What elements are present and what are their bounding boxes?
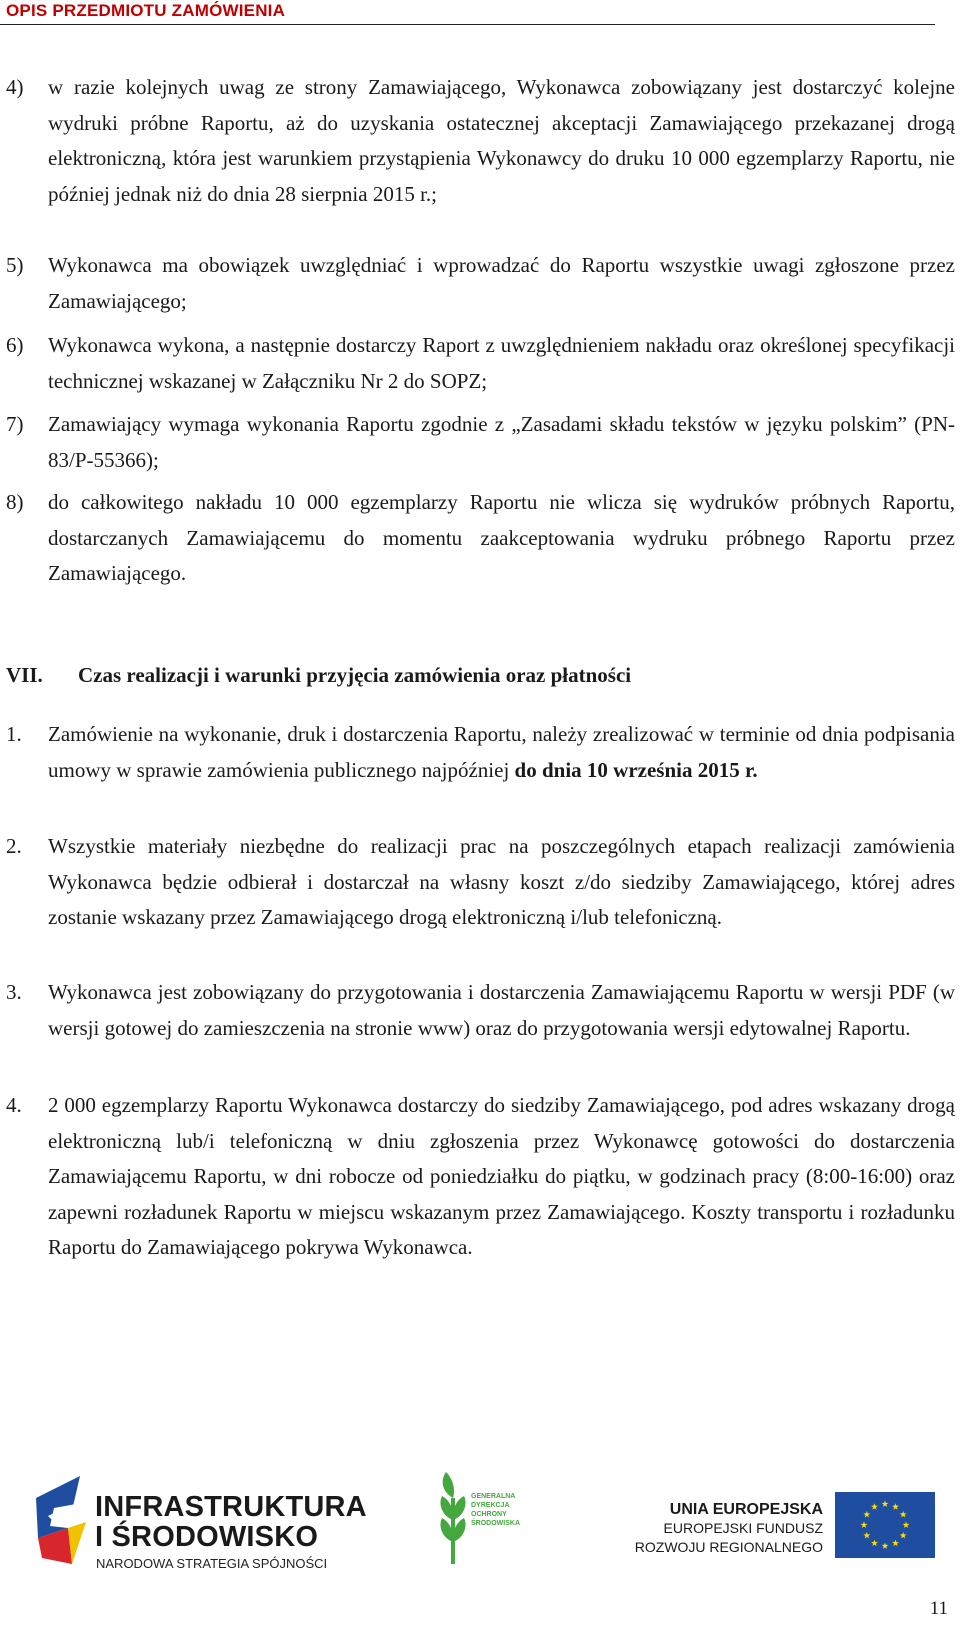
header-title: OPIS PRZEDMIOTU ZAMÓWIENIA — [6, 1, 286, 20]
page-number: 11 — [929, 1598, 948, 1619]
point-number: 4. — [6, 1093, 22, 1117]
running-header — [0, 0, 935, 25]
point-text-bold: do dnia 10 września 2015 r. — [514, 757, 758, 782]
point-text: Wykonawca jest zobowiązany do przygotowania i dostarczenia Zamawiającemu Raportu w wersji PDF (w wersji gotowej do zamieszczenia na stronie www) oraz do przygotowania wersji edytowalnej Raportu. — [48, 980, 955, 1040]
gdos-logo-text: GENERALNA DYREKCJA OCHRONY ŚRODOWISKA — [471, 1493, 520, 1527]
list-item-text: Zamawiający wymaga wykonania Raportu zgodnie z „Zasadami składu tekstów w języku polskim” (PN-83/P-55366); — [48, 412, 955, 472]
list-item-number: 6) — [6, 333, 24, 357]
list-item-text: w razie kolejnych uwag ze strony Zamawiającego, Wykonawca zobowiązany jest dostarczyć kolejne wydruki próbne Raportu, aż do uzyskania ostatecznej akceptacji Zamawiającego przekazanej drogą elektroniczną, która jest warunkiem przystąpienia Wykonawcy do druku 10 000 egzemplarzy Raportu, nie później jednak niż do dnia 28 sierpnia 2015 r.; — [48, 75, 955, 206]
eu-line2: EUROPEJSKI FUNDUSZ — [663, 1520, 823, 1536]
infrastruktura-logo-subtitle: NARODOWA STRATEGIA SPÓJNOŚCI — [96, 1556, 328, 1571]
list-item-text: Wykonawca wykona, a następnie dostarczy Raport z uwzględnieniem nakładu oraz określonej specyfikacji technicznej wskazanej w Załączniku Nr 2 do SOPZ; — [48, 333, 955, 393]
point-number: 3. — [6, 980, 22, 1004]
eu-flag-icon — [835, 1492, 935, 1558]
point-number: 1. — [6, 722, 22, 746]
point-text: 2 000 egzemplarzy Raportu Wykonawca dostarczy do siedziby Zamawiającego, pod adres wskazany drogą elektroniczną lub/i telefoniczną w dniu zgłoszenia przez Wykonawcę gotowości do dostarczenia Zamawiającemu Raportu, w dni robocze od poniedziałku do piątku, w godzinach pracy (8:00-16:00) oraz zapewni rozładunek Raportu w miejscu wskazanym przez Zamawiającego. Koszty transportu i rozładunku Raportu do Zamawiającego pokrywa Wykonawca. — [48, 1093, 955, 1259]
gdos-leaf-icon — [436, 1468, 470, 1568]
point-number: 2. — [6, 834, 22, 858]
point-text — [48, 717, 955, 788]
point-text-regular: Zamówienie na wykonanie, druk i dostarczenia Raportu, należy zrealizować w terminie od dnia podpisania umowy w sprawie zamówienia publicznego najpóźniej — [48, 722, 955, 782]
list-item-number: 7) — [6, 412, 24, 436]
list-item-number: 8) — [6, 490, 24, 514]
infrastruktura-logo-line2: I ŚRODOWISKO — [95, 1521, 319, 1553]
list-item-number: 4) — [6, 75, 24, 99]
section-heading — [6, 663, 631, 688]
list-item-text: Wykonawca ma obowiązek uwzględniać i wprowadzać do Raportu wszystkie uwagi zgłoszone przez Zamawiającego; — [48, 253, 955, 313]
list-item-text: do całkowitego nakładu 10 000 egzemplarzy Raportu nie wlicza się wydruków próbnych Raportu, dostarczanych Zamawiającemu do momentu zaakceptowania wydruku próbnego Raportu przez Zamawiającego. — [48, 490, 955, 585]
infrastruktura-logo-line1: INFRASTRUKTURA — [95, 1491, 367, 1523]
point-text: Wszystkie materiały niezbędne do realizacji prac na poszczególnych etapach realizacji zamówienia Wykonawca będzie odbierał i dostarczał na własny koszt z/do siedziby Zamawiającego, której adres zostanie wskazany przez Zamawiającego drogą elektroniczną i/lub telefoniczną. — [48, 834, 955, 929]
footer-logos — [0, 1460, 960, 1580]
list-item-number: 5) — [6, 253, 24, 277]
eu-line3: ROZWOJU REGIONALNEGO — [634, 1539, 823, 1555]
infrastruktura-logo-icon — [28, 1468, 90, 1568]
eu-logo-text — [635, 1500, 823, 1557]
section-number: VII. — [6, 663, 43, 687]
eu-line1: UNIA EUROPEJSKA — [669, 1501, 823, 1518]
section-title: Czas realizacji i warunki przyjęcia zamówienia oraz płatności — [78, 663, 632, 687]
